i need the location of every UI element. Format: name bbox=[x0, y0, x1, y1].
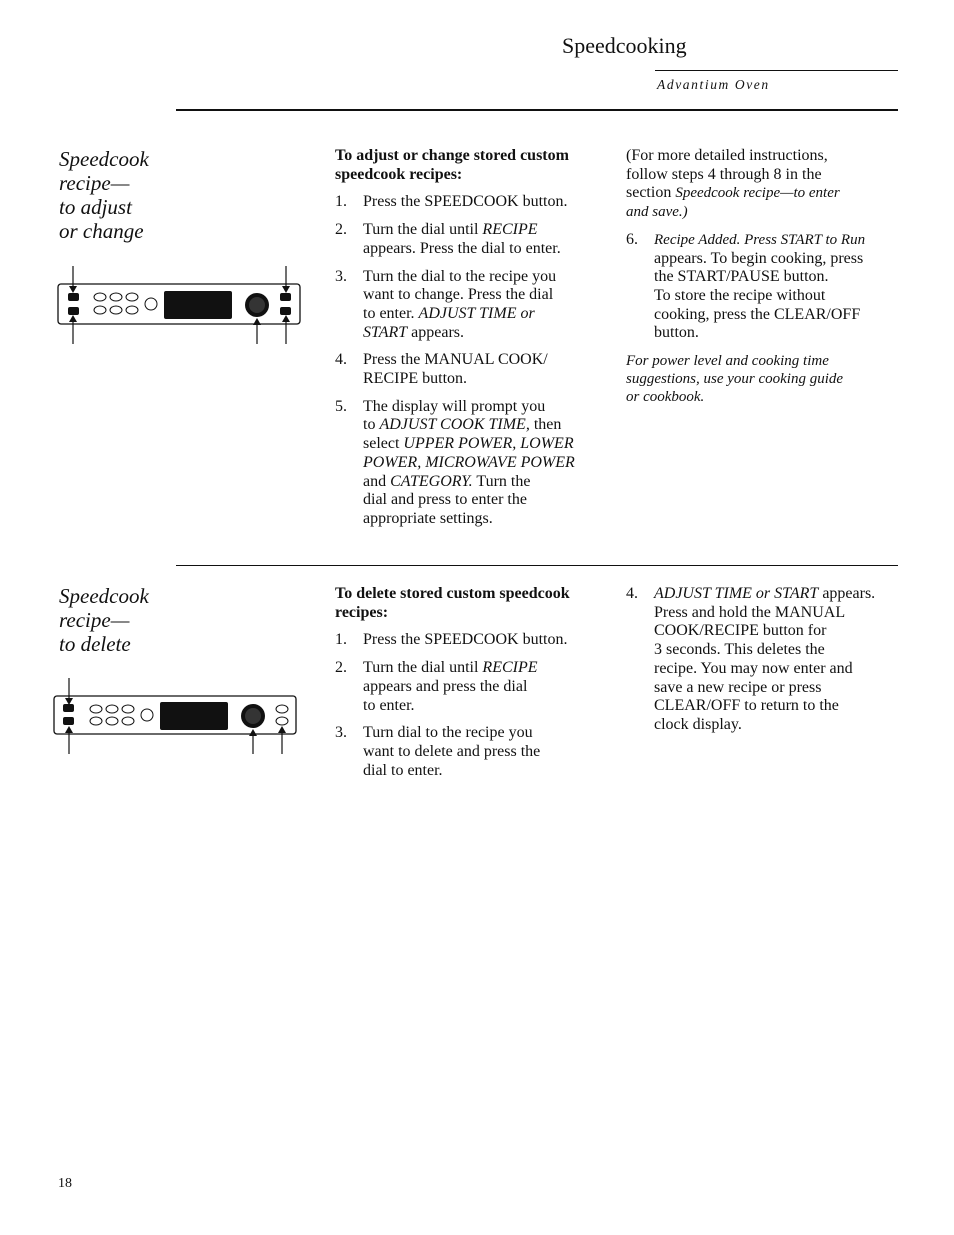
text-line bbox=[363, 370, 615, 389]
text-line bbox=[363, 435, 615, 454]
italic-text: Recipe Added. Press START to Run bbox=[654, 231, 866, 248]
section-delete-right-column bbox=[626, 585, 906, 744]
text-run: and bbox=[363, 472, 391, 490]
text-line bbox=[654, 250, 906, 269]
step-number: 1. bbox=[335, 193, 347, 211]
text-line bbox=[363, 697, 615, 716]
text-run: Press the MANUAL COOK/ bbox=[363, 351, 548, 369]
italic-text: and save.) bbox=[626, 204, 688, 221]
note-line: or cookbook. bbox=[626, 389, 705, 406]
control-panel-diagram-adjust bbox=[52, 262, 308, 346]
text-run: Turn the dial until bbox=[363, 659, 483, 677]
text-line bbox=[363, 268, 615, 287]
panel-display-icon bbox=[164, 291, 232, 319]
text-line bbox=[654, 585, 906, 604]
text-run: COOK/RECIPE button for bbox=[654, 622, 827, 640]
text-line bbox=[654, 622, 906, 641]
text-line bbox=[363, 351, 615, 370]
text-run: Turn the dial to the recipe you bbox=[363, 267, 557, 285]
section-adjust-steps bbox=[335, 147, 615, 538]
italic-text: POWER, MICROWAVE POWER bbox=[363, 453, 575, 471]
step-number: 3. bbox=[335, 267, 347, 285]
text-run: appears and press the dial bbox=[363, 677, 528, 695]
step-number: 4. bbox=[626, 585, 638, 602]
control-panel-diagram-delete bbox=[48, 672, 304, 756]
text-run: select bbox=[363, 435, 404, 453]
text-line bbox=[363, 416, 615, 435]
text-run: Turn the dial until bbox=[363, 221, 483, 239]
step-number: 1. bbox=[335, 631, 347, 649]
text-run: section bbox=[626, 184, 676, 202]
section-adjust-heading bbox=[335, 147, 615, 184]
text-run: recipe. You may now enter and bbox=[654, 659, 853, 677]
text-run: (For more detailed instructions, bbox=[626, 147, 828, 164]
text-run: want to delete and press the bbox=[363, 742, 541, 760]
step-number: 5. bbox=[335, 397, 347, 415]
note-line: suggestions, use your cooking guide bbox=[626, 371, 844, 388]
text-line bbox=[363, 762, 615, 781]
section-adjust-title bbox=[59, 147, 169, 243]
instruction-step bbox=[626, 231, 906, 343]
text-line bbox=[654, 697, 906, 716]
text-run: want to change. Press the dial bbox=[363, 286, 554, 304]
text-run: dial to enter. bbox=[363, 761, 443, 779]
text-run: cooking, press the CLEAR/OFF bbox=[654, 305, 861, 323]
text-line bbox=[363, 221, 615, 240]
section-adjust-title-line: recipe— bbox=[59, 171, 130, 195]
text-line bbox=[654, 679, 906, 698]
text-run: Press and hold the MANUAL bbox=[654, 603, 846, 621]
text-line bbox=[654, 306, 906, 325]
section-delete-title-line: Speedcook bbox=[59, 584, 149, 608]
italic-text: ADJUST COOK TIME, bbox=[379, 416, 530, 434]
text-line bbox=[363, 678, 615, 697]
italic-text: UPPER POWER, LOWER bbox=[403, 435, 574, 453]
section-adjust-title-line: to adjust bbox=[59, 195, 132, 219]
section-divider-top bbox=[176, 109, 898, 111]
text-line bbox=[363, 305, 615, 324]
text-line bbox=[363, 743, 615, 762]
heading-line: speedcook recipes: bbox=[335, 165, 463, 183]
instruction-step bbox=[335, 193, 615, 212]
text-line bbox=[363, 286, 615, 305]
italic-text: ADJUST TIME or START bbox=[654, 585, 819, 602]
page-number: 18 bbox=[58, 1176, 72, 1191]
italic-text: START bbox=[363, 323, 408, 341]
section-delete-title-line: to delete bbox=[59, 632, 131, 656]
text-line bbox=[363, 510, 615, 529]
italic-text: Speedcook recipe—to enter bbox=[675, 185, 840, 202]
text-run: dial and press to enter the bbox=[363, 491, 527, 509]
panel-button-icon bbox=[280, 307, 291, 315]
text-run: appropriate settings. bbox=[363, 509, 493, 527]
text-line bbox=[363, 193, 615, 212]
section-delete-heading bbox=[335, 585, 615, 622]
instruction-step bbox=[335, 221, 615, 258]
text-line bbox=[626, 184, 906, 203]
text-run: appears. To begin cooking, press bbox=[654, 249, 864, 267]
italic-text: RECIPE bbox=[482, 659, 538, 677]
text-run: Turn the bbox=[472, 472, 531, 490]
instruction-step bbox=[626, 585, 906, 735]
page-header-subtitle: Advantium Oven bbox=[657, 77, 770, 92]
text-run: The display will prompt you bbox=[363, 397, 546, 415]
text-run: CLEAR/OFF to return to the bbox=[654, 697, 839, 715]
text-run: save a new recipe or press bbox=[654, 678, 822, 696]
text-line bbox=[363, 659, 615, 678]
text-run: 3 seconds. This deletes the bbox=[654, 641, 825, 659]
panel-button-icon bbox=[63, 704, 74, 712]
italic-text: ADJUST TIME or bbox=[418, 304, 535, 322]
text-run: then bbox=[529, 416, 562, 434]
page-header-title: Speedcooking bbox=[562, 33, 687, 58]
step-number: 2. bbox=[335, 659, 347, 677]
text-run: follow steps 4 through 8 in the bbox=[626, 165, 822, 183]
instruction-step bbox=[335, 631, 615, 650]
text-run: the START/PAUSE button. bbox=[654, 268, 829, 286]
text-line bbox=[654, 324, 906, 343]
italic-text: CATEGORY. bbox=[390, 472, 473, 490]
text-line bbox=[626, 147, 906, 166]
cooking-guide-note bbox=[626, 352, 906, 406]
section-adjust-title-line: or change bbox=[59, 219, 144, 243]
text-line bbox=[626, 203, 906, 222]
text-run: appears. Press the dial to enter. bbox=[363, 239, 561, 257]
text-run: Press the SPEEDCOOK button. bbox=[363, 631, 568, 649]
text-run: Turn dial to the recipe you bbox=[363, 724, 533, 742]
step-number: 3. bbox=[335, 724, 347, 742]
text-line bbox=[654, 287, 906, 306]
section-adjust-title-line: Speedcook bbox=[59, 147, 149, 171]
section-delete-steps bbox=[335, 585, 615, 789]
heading-line: recipes: bbox=[335, 603, 389, 621]
text-run: to enter. bbox=[363, 696, 415, 714]
instruction-step bbox=[335, 398, 615, 529]
section-adjust-right-column bbox=[626, 147, 906, 406]
text-line bbox=[363, 491, 615, 510]
text-line bbox=[654, 231, 906, 250]
text-run: Press the SPEEDCOOK button. bbox=[363, 193, 568, 211]
text-line bbox=[363, 473, 615, 492]
instruction-step bbox=[335, 268, 615, 343]
italic-text: RECIPE bbox=[482, 221, 538, 239]
panel-button-icon bbox=[280, 293, 291, 301]
text-run: to bbox=[363, 416, 380, 434]
instruction-step bbox=[335, 351, 615, 388]
step-number: 2. bbox=[335, 221, 347, 239]
panel-button-icon bbox=[68, 293, 79, 301]
text-run: to enter. bbox=[363, 304, 419, 322]
header-divider bbox=[655, 70, 898, 71]
instruction-step bbox=[335, 724, 615, 780]
text-line bbox=[363, 240, 615, 259]
heading-line: To delete stored custom speedcook bbox=[335, 585, 570, 602]
text-line bbox=[363, 324, 615, 343]
panel-button-icon bbox=[68, 307, 79, 315]
text-line bbox=[363, 724, 615, 743]
text-run: To store the recipe without bbox=[654, 286, 826, 304]
text-run: appears. bbox=[818, 585, 876, 602]
text-run: clock display. bbox=[654, 715, 742, 733]
text-run: RECIPE button. bbox=[363, 370, 468, 388]
step-number: 4. bbox=[335, 351, 347, 369]
step-number: 6. bbox=[626, 230, 638, 248]
text-line bbox=[654, 604, 906, 623]
note-line: For power level and cooking time bbox=[626, 353, 829, 370]
panel-button-icon bbox=[63, 717, 74, 725]
section-divider-middle bbox=[176, 565, 898, 566]
panel-display-icon bbox=[160, 702, 228, 730]
text-run: appears. bbox=[407, 323, 465, 341]
text-line bbox=[626, 166, 906, 185]
instruction-step bbox=[335, 659, 615, 715]
text-line bbox=[654, 716, 906, 735]
text-line bbox=[363, 631, 615, 650]
text-run: button. bbox=[654, 324, 699, 342]
section-delete-title-line: recipe— bbox=[59, 608, 130, 632]
section-delete-title bbox=[59, 584, 169, 656]
text-line bbox=[654, 660, 906, 679]
text-line bbox=[654, 268, 906, 287]
text-line bbox=[363, 454, 615, 473]
section-adjust-intro bbox=[626, 147, 906, 222]
heading-line: To adjust or change stored custom bbox=[335, 147, 569, 164]
text-line bbox=[654, 641, 906, 660]
text-line bbox=[363, 398, 615, 417]
